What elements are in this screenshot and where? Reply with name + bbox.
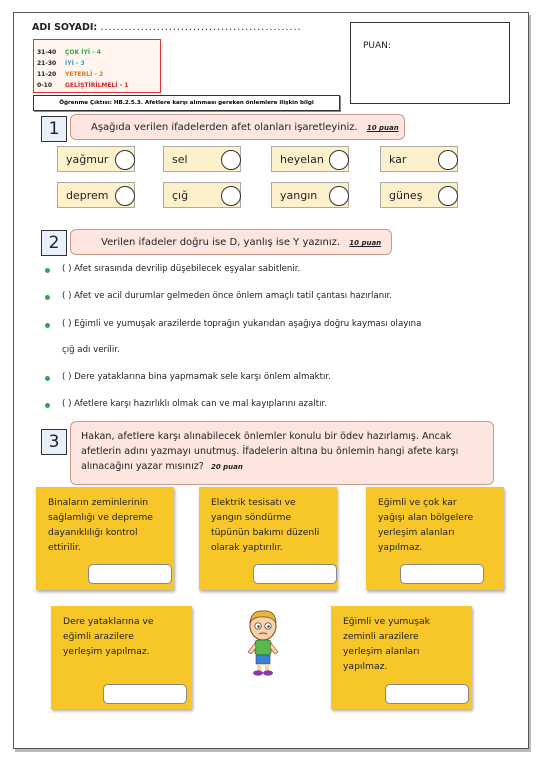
answer-circle[interactable] xyxy=(115,186,135,206)
answer-blank[interactable]: ( ) xyxy=(62,399,72,409)
question-2-points: 10 puan xyxy=(349,239,382,247)
note-line: ettirilir. xyxy=(48,542,81,553)
question-2-number: 2 xyxy=(41,230,67,256)
answer-field[interactable] xyxy=(88,564,172,584)
grade-range: 11-20 xyxy=(37,71,57,78)
answer-circle[interactable] xyxy=(438,186,458,206)
statement-text: Afet sırasında devrilip düşebilecek eşyalar sabitlenir. xyxy=(74,264,301,274)
note-line: Eğimli ve yumuşak xyxy=(343,616,430,627)
answer-circle[interactable] xyxy=(329,150,349,170)
question-3-prompt xyxy=(70,421,494,485)
word-box: deprem xyxy=(57,182,135,208)
statement-continuation: çığ adı verilir. xyxy=(62,345,120,355)
thinking-child-illustration xyxy=(242,608,284,676)
score-box[interactable] xyxy=(350,22,510,104)
word-box: yangın xyxy=(271,182,349,208)
bullet-icon xyxy=(45,295,50,300)
answer-circle[interactable] xyxy=(115,150,135,170)
grade-label: ÇOK İYİ - 4 xyxy=(65,49,101,56)
true-false-statement xyxy=(62,291,392,301)
true-false-statement xyxy=(62,319,421,329)
answer-field[interactable] xyxy=(103,684,187,704)
note-line: yerleşim alanları xyxy=(378,527,455,538)
grade-row xyxy=(34,58,160,69)
question-3-line-2: afetlerin adını yazmayı unutmuş. İfadelerin altına bu önlemin hangi afete karşı xyxy=(81,446,459,457)
bullet-icon xyxy=(45,403,50,408)
grade-label: GELİŞTİRİLMELİ - 1 xyxy=(65,82,129,89)
word-box: çığ xyxy=(163,182,241,208)
question-1-instruction: Aşağıda verilen ifadelerden afet olanları işaretleyiniz. xyxy=(91,122,358,133)
note-line: yapılmaz. xyxy=(343,661,388,672)
answer-blank[interactable]: ( ) xyxy=(62,291,72,301)
score-label: PUAN: xyxy=(363,41,391,51)
question-1-number: 1 xyxy=(41,116,67,142)
statement-text: Eğimli ve yumuşak arazilerde toprağın yukarıdan aşağıya doğru kayması olayına xyxy=(74,319,422,329)
question-2-instruction: Verilen ifadeler doğru ise D, yanlış ise Y yazınız. xyxy=(101,237,341,248)
sticky-note xyxy=(366,487,504,590)
grading-scale xyxy=(33,39,161,93)
question-3-number: 3 xyxy=(41,429,67,455)
note-line: yerleşim yapılmaz. xyxy=(63,646,150,657)
question-3-line-3: alınacağını yazar mısınız? xyxy=(81,461,204,472)
note-line: Dere yataklarına ve xyxy=(63,616,154,627)
note-line: olarak yaptırılır. xyxy=(211,542,283,553)
statement-text: Afet ve acil durumlar gelmeden önce önlem amaçlı tatil çantası hazırlanır. xyxy=(74,291,392,301)
word-box: heyelan xyxy=(271,146,349,172)
question-1-points: 10 puan xyxy=(366,124,399,132)
note-line: zeminli arazilere xyxy=(343,631,419,642)
grade-label: YETERLİ - 2 xyxy=(65,71,104,78)
answer-field[interactable] xyxy=(253,564,337,584)
answer-field[interactable] xyxy=(385,684,469,704)
bullet-icon xyxy=(45,268,50,273)
name-field[interactable]: .................................................. xyxy=(100,22,302,33)
note-line: tüpünün bakımı düzenli xyxy=(211,527,320,538)
sticky-note xyxy=(51,606,192,709)
bullet-icon xyxy=(45,376,50,381)
answer-blank[interactable]: ( ) xyxy=(62,319,72,329)
answer-circle[interactable] xyxy=(329,186,349,206)
note-line: sağlamlığı ve depreme xyxy=(48,512,153,523)
grade-row xyxy=(34,80,160,91)
statement-text: Dere yataklarına bina yapmamak sele karşı önlem almaktır. xyxy=(74,372,331,382)
word-box: sel xyxy=(163,146,241,172)
bullet-icon xyxy=(45,323,50,328)
grade-label: İYİ - 3 xyxy=(65,60,85,67)
answer-field[interactable] xyxy=(400,564,484,584)
question-3-line-1: Hakan, afetlere karşı alınabilecek önlemler konulu bir ödev hazırlamış. Ancak xyxy=(81,431,452,442)
question-2-prompt xyxy=(70,229,392,255)
note-line: yağışı alan bölgelere xyxy=(378,512,474,523)
note-line: yangın söndürme xyxy=(211,512,292,523)
note-line: yapılmaz. xyxy=(378,542,423,553)
grade-row xyxy=(34,69,160,80)
sticky-note xyxy=(199,487,337,590)
answer-circle[interactable] xyxy=(438,150,458,170)
note-line: yerleşim alanları xyxy=(343,646,420,657)
name-label: ADI SOYADI: xyxy=(32,22,98,33)
learning-outcome: Öğrenme Çıktısı: HB.2.5.3. Afetlere karşı alınması gereken önlemlere ilişkin bilgi xyxy=(33,95,340,111)
word-box: yağmur xyxy=(57,146,135,172)
sticky-note xyxy=(331,606,472,709)
true-false-statement xyxy=(62,264,300,274)
word-box: güneş xyxy=(380,182,458,208)
true-false-statement xyxy=(62,399,327,409)
note-line: Binaların zeminlerinin xyxy=(48,497,149,508)
word-box: kar xyxy=(380,146,458,172)
grade-range: 31-40 xyxy=(37,49,57,56)
grade-range: 21-30 xyxy=(37,60,57,67)
answer-circle[interactable] xyxy=(221,150,241,170)
question-3-points: 20 puan xyxy=(210,463,243,471)
grade-row xyxy=(34,47,160,58)
statement-text: Afetlere karşı hazırlıklı olmak can ve mal kayıplarını azaltır. xyxy=(74,399,327,409)
note-line: eğimli arazilere xyxy=(63,631,134,642)
true-false-statement xyxy=(62,372,331,382)
grade-range: 0-10 xyxy=(37,82,53,89)
note-line: Elektrik tesisatı ve xyxy=(211,497,296,508)
question-1-prompt xyxy=(70,114,405,140)
note-line: Eğimli ve çok kar xyxy=(378,497,457,508)
answer-blank[interactable]: ( ) xyxy=(62,264,72,274)
answer-blank[interactable]: ( ) xyxy=(62,372,72,382)
sticky-note xyxy=(36,487,174,590)
note-line: dayanıklılığı kontrol xyxy=(48,527,138,538)
answer-circle[interactable] xyxy=(221,186,241,206)
student-name-line xyxy=(32,22,302,33)
